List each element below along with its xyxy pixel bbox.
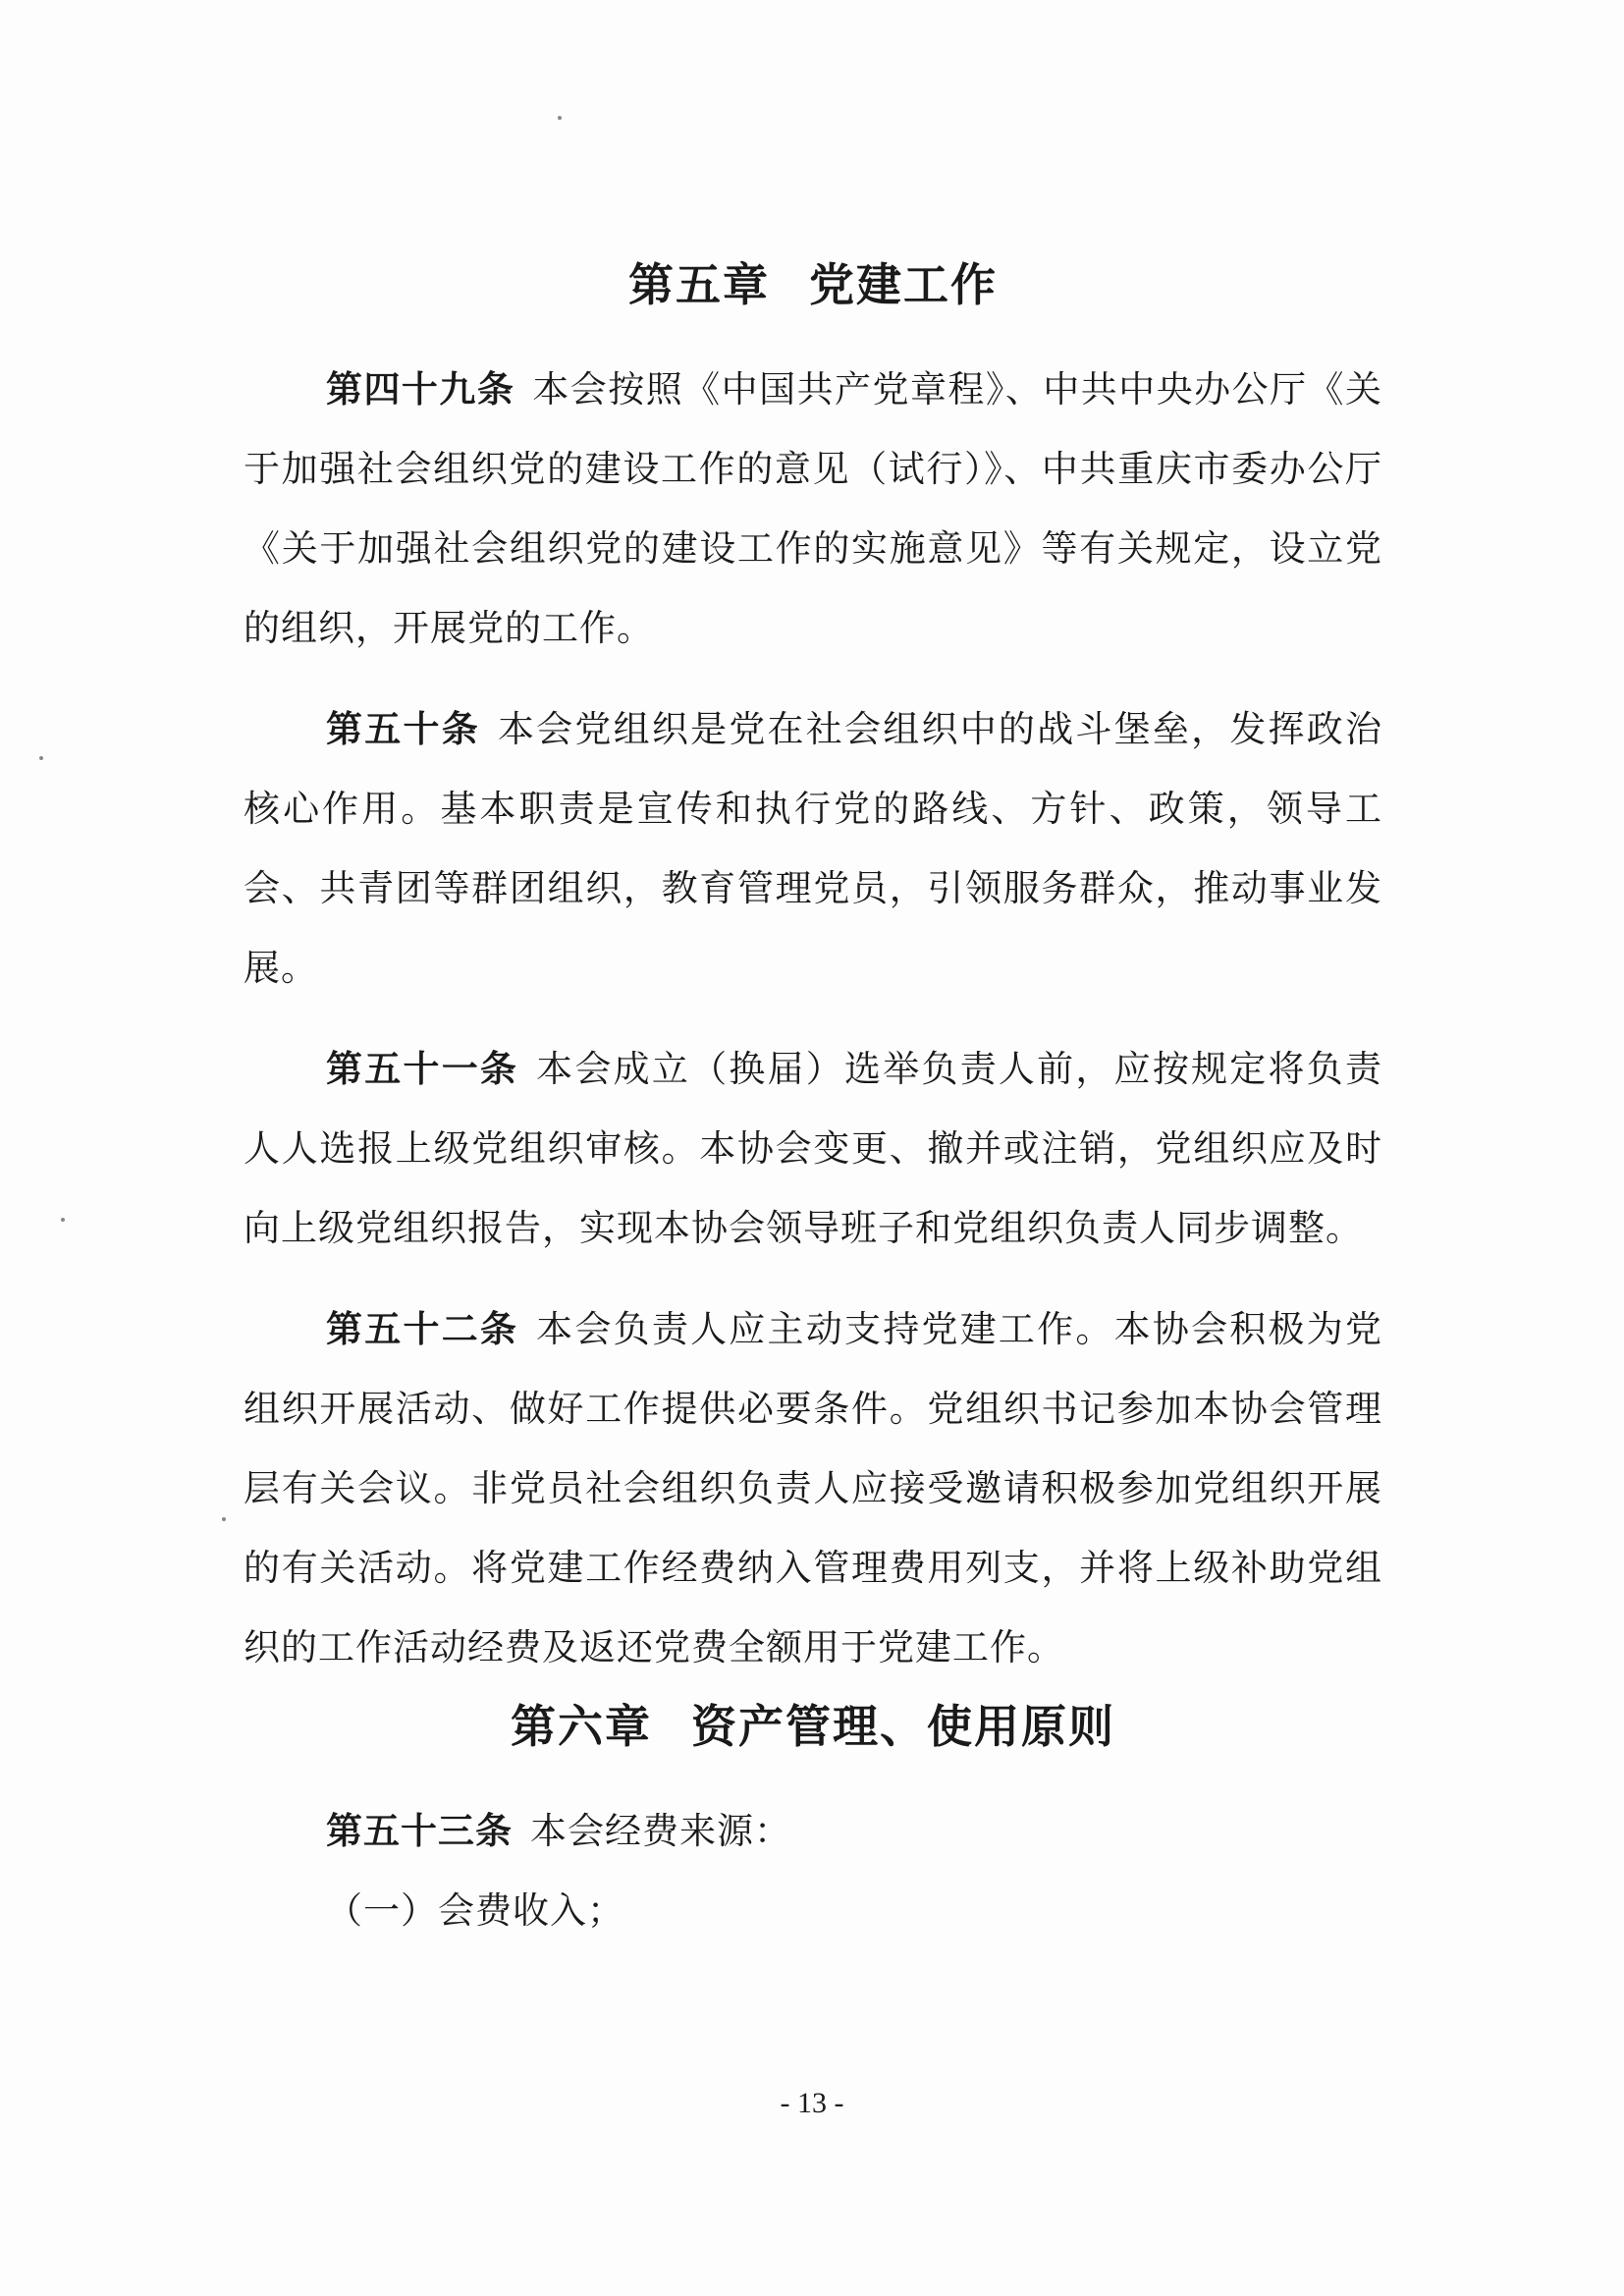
chapter-6-number: 第六章 bbox=[511, 1700, 652, 1753]
article-50-number: 第五十条 bbox=[326, 708, 480, 750]
article-49-number: 第四十九条 bbox=[326, 368, 515, 410]
article-50 bbox=[244, 689, 1382, 1008]
page-number: - 13 - bbox=[780, 2087, 844, 2119]
chapter-5-title bbox=[244, 246, 1382, 324]
article-52-text: 本会负责人应主动支持党建工作。本协会积极为党组织开展活动、做好工作提供必要条件。党组织书记参加本协会管理层有关会议。非党员社会组织负责人应接受邀请积极参加党组织开展的有关活动。将党建工作经费纳入管理费用列支，并将上级补助党组织的工作活动经费及返还党费全额用于党建工作。 bbox=[244, 1308, 1383, 1668]
article-49-text: 本会按照《中国共产党章程》、中共中央办公厅《关于加强社会组织党的建设工作的意见（试行）》、中共重庆市委办公厅《关于加强社会组织党的建设工作的实施意见》等有关规定，设立党的组织，开展党的工作。 bbox=[244, 368, 1383, 649]
article-51 bbox=[244, 1029, 1382, 1268]
article-52 bbox=[244, 1289, 1382, 1687]
chapter-5-number: 第五章 bbox=[628, 258, 770, 311]
article-53-text: 本会经费来源： bbox=[530, 1810, 791, 1852]
scan-speck bbox=[558, 116, 562, 120]
scan-speck bbox=[61, 1218, 65, 1222]
article-49 bbox=[244, 350, 1382, 668]
article-53-number: 第五十三条 bbox=[326, 1810, 513, 1852]
article-51-text: 本会成立（换届）选举负责人前，应按规定将负责人人选报上级党组织审核。本协会变更、撤并或注销，党组织应及时向上级党组织报告，实现本协会领导班子和党组织负责人同步调整。 bbox=[244, 1048, 1383, 1249]
article-52-number: 第五十二条 bbox=[326, 1308, 519, 1350]
chapter-6-name: 资产管理、使用原则 bbox=[691, 1700, 1115, 1753]
chapter-6-title bbox=[244, 1687, 1382, 1766]
article-50-text: 本会党组织是党在社会组织中的战斗堡垒，发挥政治核心作用。基本职责是宣传和执行党的路线、方针、政策，领导工会、共青团等群团组织，教育管理党员，引领服务群众，推动事业发展。 bbox=[244, 708, 1383, 989]
chapter-5-name: 党建工作 bbox=[809, 258, 998, 311]
scan-speck bbox=[222, 1517, 226, 1521]
document-content bbox=[244, 246, 1382, 1950]
scan-speck bbox=[39, 756, 43, 760]
article-51-number: 第五十一条 bbox=[326, 1048, 519, 1090]
list-item: （一）会费收入； bbox=[326, 1889, 624, 1932]
article-53 bbox=[244, 1791, 1382, 1871]
